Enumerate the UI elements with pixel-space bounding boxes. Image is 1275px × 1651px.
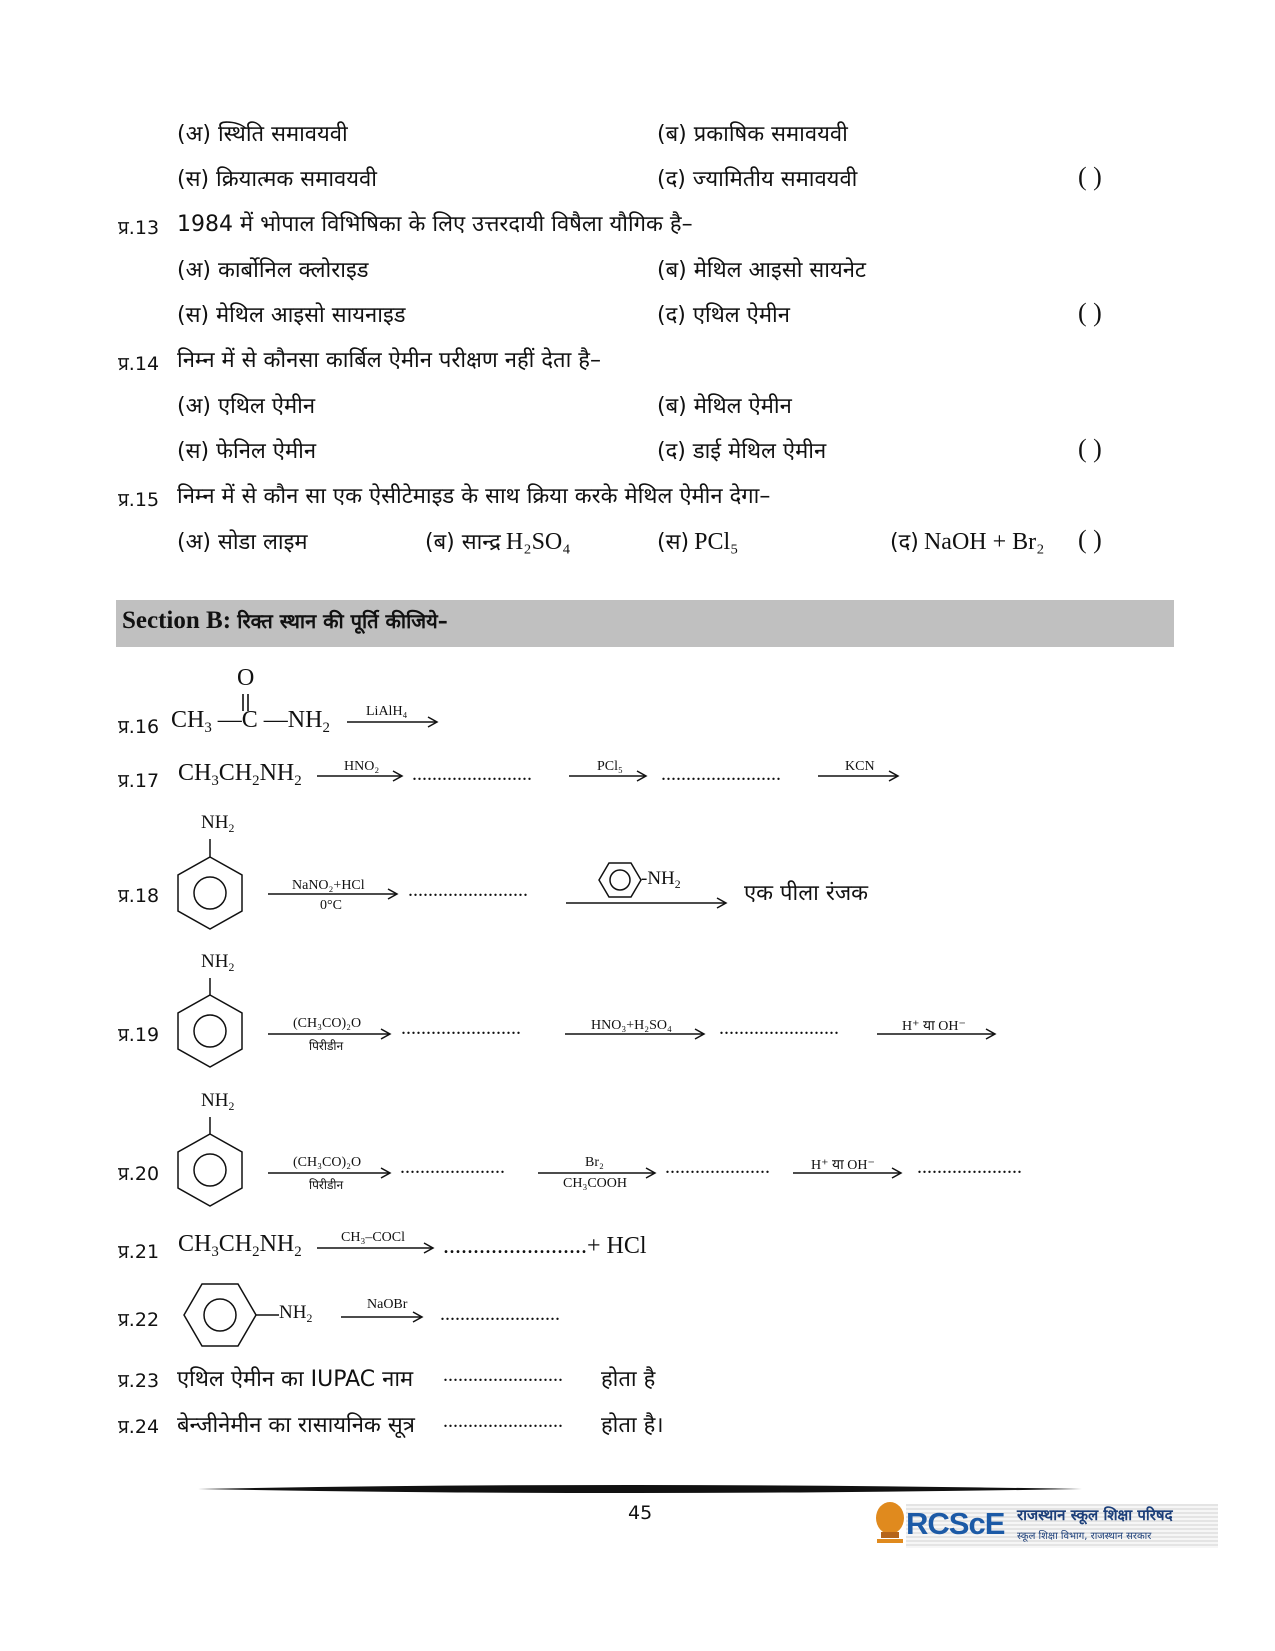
q20-reagent-1-bottom: पिरीडीन (309, 1178, 344, 1192)
q20-blank-2: ..................... (665, 1156, 770, 1178)
q24-text: बेन्जीनेमीन का रासायनिक सूत्र (177, 1413, 415, 1438)
q14-option-d: (द) डाई मेथिल ऐमीन (657, 439, 827, 464)
q14-option-b: (ब) मेथिल ऐमीन (657, 394, 792, 419)
q20-reagent-1-top: (CH₃CO)₂O (293, 1155, 362, 1170)
q14-option-a: (अ) एथिल ऐमीन (177, 394, 316, 419)
q20-reagent-3: H⁺ या OH⁻ (811, 1158, 875, 1173)
q21-product: ........................+ HCl (443, 1233, 647, 1259)
q19-blank-2: ........................ (719, 1017, 839, 1039)
q12-answer-blank: ( ) (1078, 162, 1102, 191)
q12-option-d: (द) ज्यामितीय समावयवी (657, 167, 858, 192)
q18-aniline-nh2: $NH_2$ (201, 812, 235, 836)
page-number: 45 (628, 1502, 653, 1524)
q24-blank: ........................ (443, 1410, 563, 1432)
section-b-title: रिक्त स्थान की पूर्ति कीजिये– (237, 609, 448, 633)
q15-question: निम्न में से कौन सा एक ऐसीटेमाइड के साथ क्रिया करके मेथिल ऐमीन देगा– (177, 484, 771, 509)
q15-option-c-formula: PCl₅ (694, 529, 739, 555)
q13-option-c: (स) मेथिल आइसो सायनाइड (177, 303, 406, 328)
section-b-label: Section B: (122, 607, 232, 634)
q15-option-c-label: (स) (657, 530, 690, 555)
q18-coupling-nh2: $-NH_2$ (641, 868, 681, 892)
q17-blank-2: ........................ (661, 763, 781, 785)
q15-option-b (425, 526, 571, 556)
q16-carbonyl-oxygen: O (237, 665, 255, 691)
q13-question: 1984 में भोपाल विभिषिका के लिए उत्तरदायी विषैला यौगिक है– (177, 212, 693, 237)
q19-blank-1: ........................ (401, 1017, 521, 1039)
q13-number: प्र.13 (118, 217, 160, 239)
q24-number: प्र.24 (118, 1416, 160, 1438)
q19-reagent-1-top: (CH₃CO)₂O (293, 1016, 362, 1031)
q16-reagent: LiAlH₄ (366, 704, 408, 719)
q16-number: प्र.16 (118, 716, 160, 738)
q17-reagent-3: KCN (845, 759, 875, 774)
q23-text: एथिल ऐमीन का IUPAC नाम (177, 1367, 414, 1392)
q13-option-a: (अ) कार्बोनिल क्लोराइड (177, 258, 369, 283)
q20-reagent-2-bottom: CH₃COOH (563, 1176, 627, 1191)
q21-ethylamine: $CH_3CH_2NH_2$ (178, 1231, 302, 1261)
q15-option-d-formula: NaOH + Br₂ (923, 529, 1045, 555)
q22-number: प्र.22 (118, 1309, 160, 1331)
rcsce-logo (906, 1504, 1218, 1548)
q23-suffix: होता है (601, 1367, 656, 1392)
q19-number: प्र.19 (118, 1024, 160, 1046)
q15-number: प्र.15 (118, 489, 160, 511)
q13-answer-blank: ( ) (1078, 298, 1102, 327)
q19-reagent-3: H⁺ या OH⁻ (902, 1019, 966, 1034)
q18-reagent-top: NaNO₂+HCl (292, 878, 365, 893)
q23-number: प्र.23 (118, 1370, 160, 1392)
q20-blank-3: ..................... (917, 1156, 1022, 1178)
q19-reagent-2: HNO₃+H₂SO₄ (591, 1018, 672, 1033)
q18-product: एक पीला रंजक (744, 881, 869, 906)
q20-blank-1: ..................... (400, 1156, 505, 1178)
q17-blank-1: ........................ (412, 763, 532, 785)
q19-aniline-nh2: $NH_2$ (201, 951, 235, 975)
section-b-header (116, 600, 1174, 647)
q20-reagent-2-top: Br₂ (585, 1155, 604, 1170)
q14-number: प्र.14 (118, 353, 160, 375)
q15-option-a: (अ) सोडा लाइम (177, 530, 308, 555)
q15-option-b-label: (ब) सान्द्र (425, 530, 501, 555)
q14-question: निम्न में से कौनसा कार्बिल ऐमीन परीक्षण नहीं देता है– (177, 348, 601, 373)
q20-aniline-nh2: $NH_2$ (201, 1090, 235, 1114)
q24-suffix: होता है। (601, 1413, 664, 1438)
q17-number: प्र.17 (118, 770, 160, 792)
q21-reagent: CH₃–COCl (341, 1230, 406, 1245)
q23-blank: ........................ (443, 1364, 563, 1386)
q13-option-b: (ब) मेथिल आइसो सायनेट (657, 258, 867, 283)
q15-answer-blank: ( ) (1078, 525, 1102, 554)
q19-reagent-1-bottom: पिरीडीन (309, 1039, 344, 1053)
q15-option-b-formula: H₂SO₄ (505, 529, 571, 555)
q12-option-b: (ब) प्रकाषिक समावयवी (657, 122, 848, 147)
q12-option-a: (अ) स्थिति समावयवी (177, 122, 348, 147)
footer-rule (0, 0, 1, 1)
q18-reagent-bottom: 0°C (320, 898, 342, 913)
org-name: राजस्थान स्कूल शिक्षा परिषद (1017, 1506, 1173, 1524)
rcsce-logo-text: RCScE (906, 1506, 1005, 1541)
q22-blank: ........................ (440, 1303, 560, 1325)
q15-option-c (657, 526, 739, 556)
org-subtitle: स्कूल शिक्षा विभाग, राजस्थान सरकार (1017, 1531, 1152, 1542)
q15-option-d-label: (द) (890, 530, 919, 555)
q18-blank: ........................ (408, 879, 528, 901)
q13-option-d: (द) एथिल ऐमीन (657, 303, 790, 328)
q18-number: प्र.18 (118, 885, 160, 907)
q22-reagent: NaOBr (367, 1297, 408, 1312)
q17-reagent-1: HNO₂ (344, 759, 380, 774)
q17-reagent-2: PCl₅ (597, 759, 623, 774)
q15-option-d (890, 526, 1045, 556)
q22-aniline-nh2: $NH_2$ (279, 1302, 313, 1326)
q20-number: प्र.20 (118, 1163, 160, 1185)
q12-option-c: (स) क्रियात्मक समावयवी (177, 167, 377, 192)
q17-ethylamine: $CH_3CH_2NH_2$ (178, 760, 302, 790)
q14-answer-blank: ( ) (1078, 434, 1102, 463)
q16-acetamide: $CH_3$ —C $—NH_2$ (171, 707, 330, 737)
q14-option-c: (स) फेनिल ऐमीन (177, 439, 317, 464)
q21-number: प्र.21 (118, 1241, 160, 1263)
